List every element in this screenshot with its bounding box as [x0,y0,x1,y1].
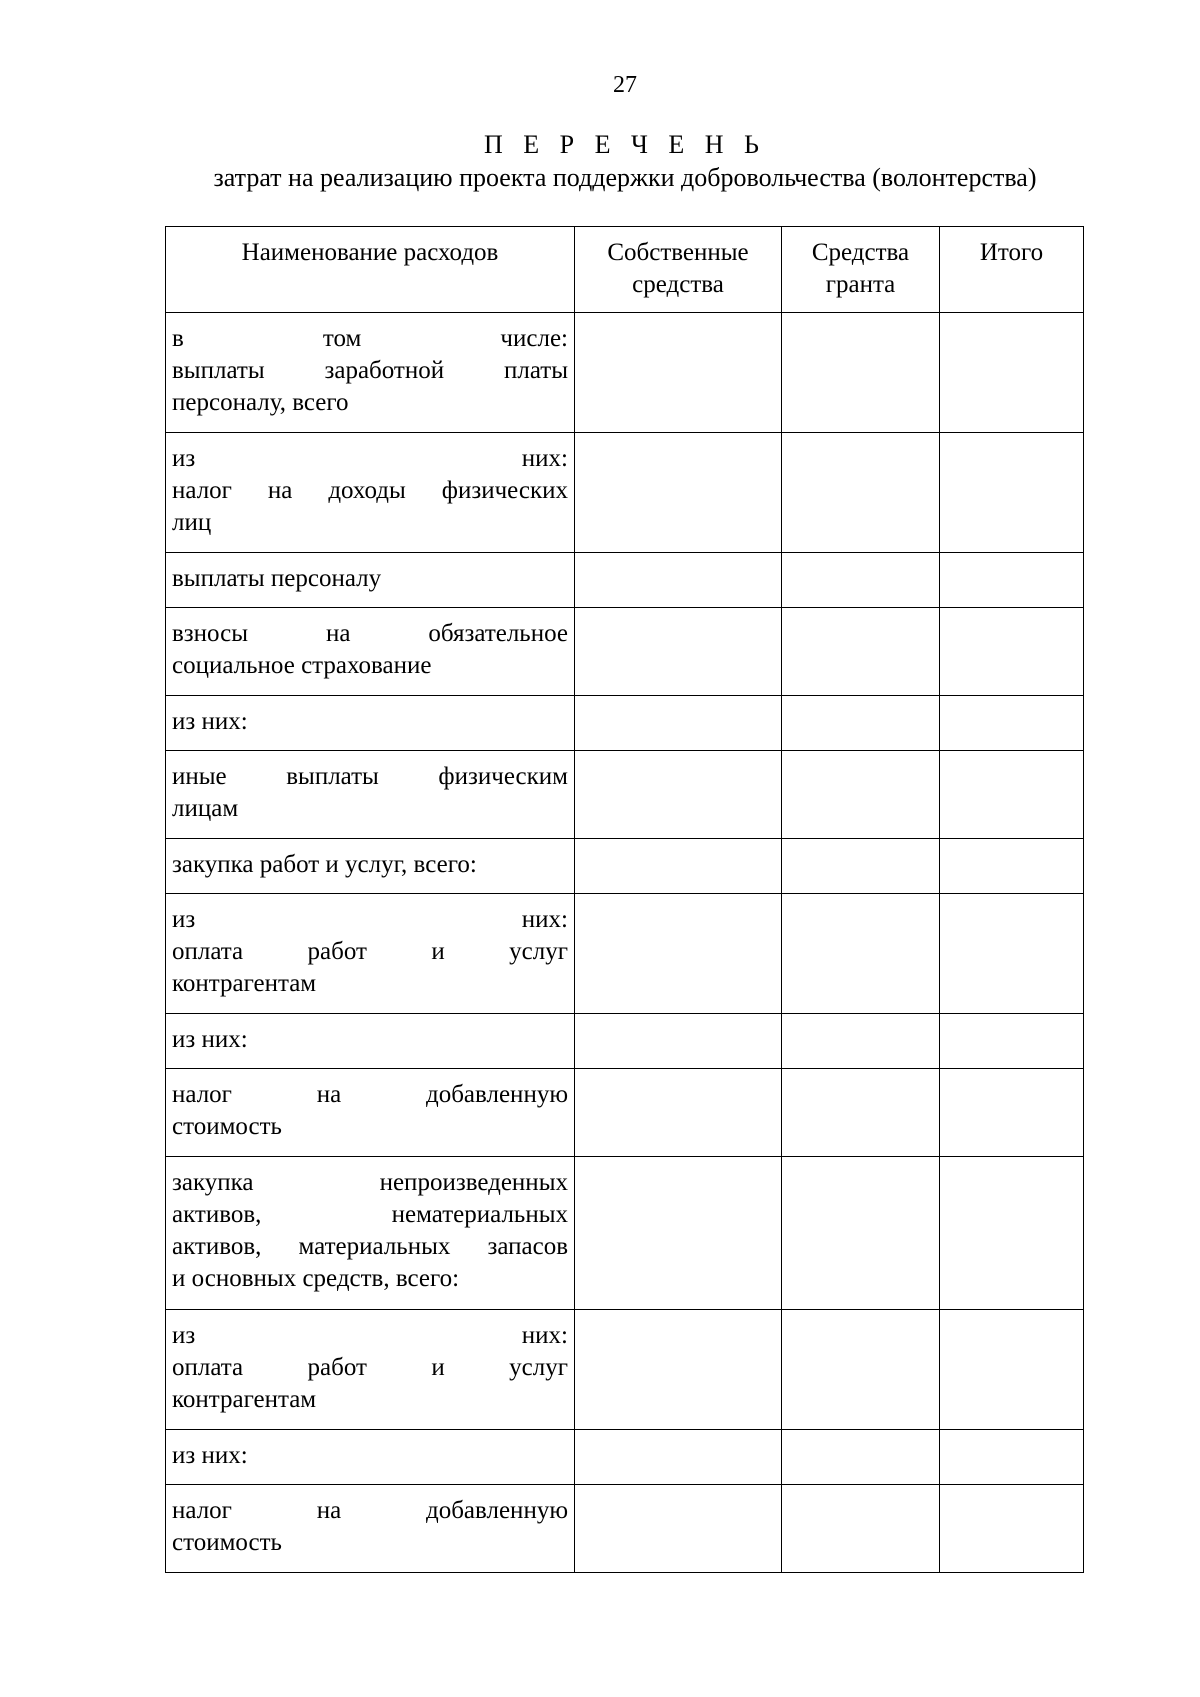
expense-name-line: активов, материальных запасов [172,1233,568,1260]
own-funds-cell[interactable] [575,894,782,1014]
own-funds-cell[interactable] [575,1069,782,1157]
own-funds-cell[interactable] [575,1310,782,1430]
expense-table [165,226,1084,1573]
expense-name-cell [166,1485,575,1573]
table-row [166,1430,1084,1485]
own-funds-cell[interactable] [575,608,782,696]
expense-name-line: налог на добавленную [172,1081,568,1108]
grant-funds-cell[interactable] [782,1430,940,1485]
expense-name-line: закупка непроизведенных [172,1169,568,1196]
column-header-total: Итого [940,227,1084,313]
document-title: П Е Р Е Ч Е Н Ь [484,130,766,159]
expense-name-cell [166,1014,575,1069]
expense-name-line: налог на доходы физических [172,477,568,504]
table-row [166,1157,1084,1310]
total-cell[interactable] [940,313,1084,433]
expense-name-cell [166,839,575,894]
grant-funds-cell[interactable] [782,1014,940,1069]
table-body [166,313,1084,1573]
total-cell[interactable] [940,696,1084,751]
own-funds-cell[interactable] [575,553,782,608]
expense-name-cell [166,553,575,608]
expense-name-cell [166,1310,575,1430]
expense-name-line: из них: [172,1322,568,1349]
expense-name-line: оплата работ и услуг [172,1354,568,1381]
expense-name-cell [166,696,575,751]
expense-name-cell [166,1069,575,1157]
grant-funds-cell[interactable] [782,751,940,839]
table-row [166,1485,1084,1573]
grant-funds-cell[interactable] [782,553,940,608]
expense-name-line: из них: [172,708,248,735]
total-cell[interactable] [940,751,1084,839]
expense-name-line: взносы на обязательное [172,620,568,647]
total-cell[interactable] [940,1310,1084,1430]
expense-name-line: из них: [172,1026,248,1053]
table-row [166,751,1084,839]
grant-funds-cell[interactable] [782,1485,940,1573]
grant-funds-cell[interactable] [782,1069,940,1157]
column-header-expense-name: Наименование расходов [166,227,575,313]
total-cell[interactable] [940,1069,1084,1157]
total-cell[interactable] [940,1430,1084,1485]
expense-name-line: в том числе: [172,325,568,352]
expense-name-line: активов, нематериальных [172,1201,568,1228]
table-row [166,1069,1084,1157]
grant-funds-cell[interactable] [782,433,940,553]
column-header-grant-funds: Средства гранта [782,227,940,313]
expense-name-line: лиц [172,509,212,536]
expense-name-cell [166,313,575,433]
total-cell[interactable] [940,1157,1084,1310]
document-subtitle: затрат на реализацию проекта поддержки добровольчества (волонтерства) [213,163,1037,192]
expense-name-line: лицам [172,795,239,822]
table-row [166,1014,1084,1069]
table-row [166,608,1084,696]
table-row [166,894,1084,1014]
own-funds-cell[interactable] [575,1014,782,1069]
table-row [166,1310,1084,1430]
grant-funds-cell[interactable] [782,313,940,433]
total-cell[interactable] [940,1485,1084,1573]
table-row [166,839,1084,894]
expense-name-cell [166,608,575,696]
expense-name-cell [166,1430,575,1485]
expense-name-line: налог на добавленную [172,1497,568,1524]
own-funds-cell[interactable] [575,1430,782,1485]
table-row [166,313,1084,433]
expense-name-line: контрагентам [172,1386,317,1413]
column-header-own-funds: Собственные средства [575,227,782,313]
own-funds-cell[interactable] [575,1485,782,1573]
grant-funds-cell[interactable] [782,1157,940,1310]
grant-funds-cell[interactable] [782,608,940,696]
expense-name-line: из них: [172,1442,248,1469]
expense-name-line: выплаты персоналу [172,565,382,592]
expense-name-cell [166,894,575,1014]
own-funds-cell[interactable] [575,696,782,751]
expense-name-line: контрагентам [172,970,317,997]
expense-name-line: закупка работ и услуг, всего: [172,851,477,878]
expense-name-line: стоимость [172,1113,282,1140]
total-cell[interactable] [940,433,1084,553]
own-funds-cell[interactable] [575,1157,782,1310]
expense-name-cell [166,433,575,553]
expense-name-line: выплаты заработной платы [172,357,568,384]
table-row [166,696,1084,751]
total-cell[interactable] [940,839,1084,894]
total-cell[interactable] [940,553,1084,608]
expense-name-line: и основных средств, всего: [172,1265,460,1292]
grant-funds-cell[interactable] [782,839,940,894]
own-funds-cell[interactable] [575,313,782,433]
own-funds-cell[interactable] [575,839,782,894]
table-row [166,433,1084,553]
expense-name-cell [166,1157,575,1310]
own-funds-cell[interactable] [575,751,782,839]
total-cell[interactable] [940,894,1084,1014]
expense-name-line: из них: [172,445,568,472]
total-cell[interactable] [940,1014,1084,1069]
table-row [166,553,1084,608]
own-funds-cell[interactable] [575,433,782,553]
page-number: 27 [613,72,637,98]
grant-funds-cell[interactable] [782,696,940,751]
expense-name-line: социальное страхование [172,652,432,679]
expense-name-cell [166,751,575,839]
expense-name-line: оплата работ и услуг [172,938,568,965]
grant-funds-cell[interactable] [782,1310,940,1430]
expense-name-line: из них: [172,906,568,933]
total-cell[interactable] [940,608,1084,696]
expense-name-line: стоимость [172,1529,282,1556]
expense-name-line: иные выплаты физическим [172,763,568,790]
expense-name-line: персоналу, всего [172,389,349,416]
grant-funds-cell[interactable] [782,894,940,1014]
table-header-row [166,227,1084,313]
